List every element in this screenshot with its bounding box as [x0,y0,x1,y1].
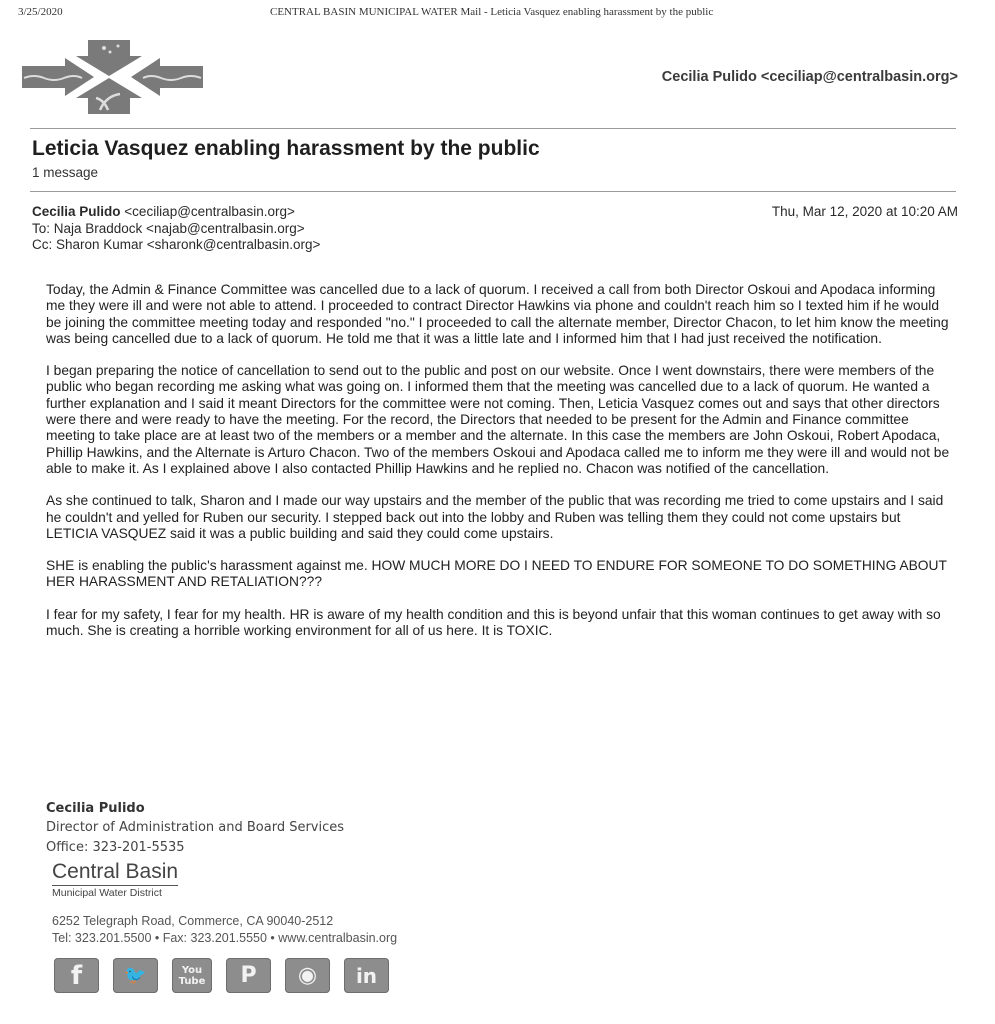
sender [32,204,320,221]
body-paragraph: SHE is enabling the public's harassment against me. HOW MUCH MORE DO I NEED TO ENDURE FOR SOMEONE TO DO SOMETHING ABOUT HER HARASSMENT AND RETALIATION??? [46,558,947,590]
signature-contact: Tel: 323.201.5500 • Fax: 323.201.5550 • www.centralbasin.org [52,931,398,945]
thread-subject: Leticia Vasquez enabling harassment by the public [32,137,540,160]
logo-icon [20,38,205,116]
signature [46,800,344,858]
twitter-icon[interactable]: 🐦 [113,958,158,993]
brand-logo [52,860,178,900]
recipient-cc: Cc: Sharon Kumar <sharonk@centralbasin.org> [32,237,321,252]
message-body [46,282,951,655]
brand-subtitle: Municipal Water District [52,887,162,899]
recipient-to: To: Naja Braddock <najab@centralbasin.org> [32,220,305,236]
message-date: Thu, Mar 12, 2020 at 10:20 AM [771,204,958,219]
youtube-icon[interactable]: You Tube [172,958,212,993]
print-title: CENTRAL BASIN MUNICIPAL WATER Mail - Leticia Vasquez enabling harassment by the public [270,6,714,18]
message-header [32,204,320,254]
social-links [54,958,389,993]
pinterest-icon[interactable]: P [226,958,271,993]
brand-name: Central Basin [52,860,178,886]
body-paragraph: I fear for my safety, I fear for my health. HR is aware of my health condition and this is beyond unfair that this woman continues to get away with so much. She is creating a horrible working environment for all of us here. It is TOXIC. [46,606,941,639]
account-email: Cecilia Pulido <ceciliap@centralbasin.org> [661,69,958,85]
instagram-icon[interactable]: ◉ [285,958,330,993]
message-count: 1 message [32,165,99,180]
linkedin-icon[interactable]: in [344,958,389,993]
body-paragraph: Today, the Admin & Finance Committee was cancelled due to a lack of quorum. I received a call from both Director Oskoui and Apodaca informing me they were ill and were not able to attend. I proceeded to contract Director Hawkins via phone and couldn't reach him so I texted him if he would be joining the committee meeting today and responded "no." I proceeded to call the alternate member, Director Chacon, to let him know the meeting was being cancelled due to a lack of quorum. He told me that it was a little late and I informed him that I had just received the notification. [46,282,949,346]
divider [30,128,956,129]
signature-address-block [52,913,397,947]
facebook-icon[interactable]: f [54,958,99,993]
print-date: 3/25/2020 [18,6,63,18]
sender-email: <ceciliap@centralbasin.org> [124,204,295,219]
signature-name: Cecilia Pulido [46,801,145,816]
signature-address: 6252 Telegraph Road, Commerce, CA 90040-2512 [52,914,334,928]
signature-office: Office: 323-201-5535 [46,840,185,855]
signature-title: Director of Administration and Board Services [46,820,345,835]
sender-name: Cecilia Pulido [32,204,121,219]
body-paragraph: As she continued to talk, Sharon and I made our way upstairs and the member of the public that was recording me tried to come upstairs and I said he couldn't and yelled for Ruben our security. I stepped back out into the lobby and Ruben was telling them they could not come upstairs but LETICIA VASQUEZ said it was a public building and said they could come upstairs. [46,493,944,541]
divider [30,191,956,192]
body-paragraph: I began preparing the notice of cancellation to send out to the public and post on our website. Once I went downstairs, there were members of the public who began recording me asking what was going on. I informed them that the meeting was cancelled due to a lack of quorum. He wanted a further explanation and I said it meant Directors for the committee were not coming. Then, Leticia Vasquez comes out and says that other directors were there and were ready to have the meeting. For the record, the Directors that needed to be present for the Admin and Finance committee meeting to take place are at least two of the members or a member and the alternate. In this case the members are John Oskoui, Robert Apodaca, Phillip Hawkins, and the Alternate is Arturo Chacon. Two of the members Oskoui and Apodaca called me to inform me they were ill and would not be able to make it. As I explained above I also contacted Phillip Hawkins and he replied no. Chacon was notified of the cancellation. [46,363,950,476]
